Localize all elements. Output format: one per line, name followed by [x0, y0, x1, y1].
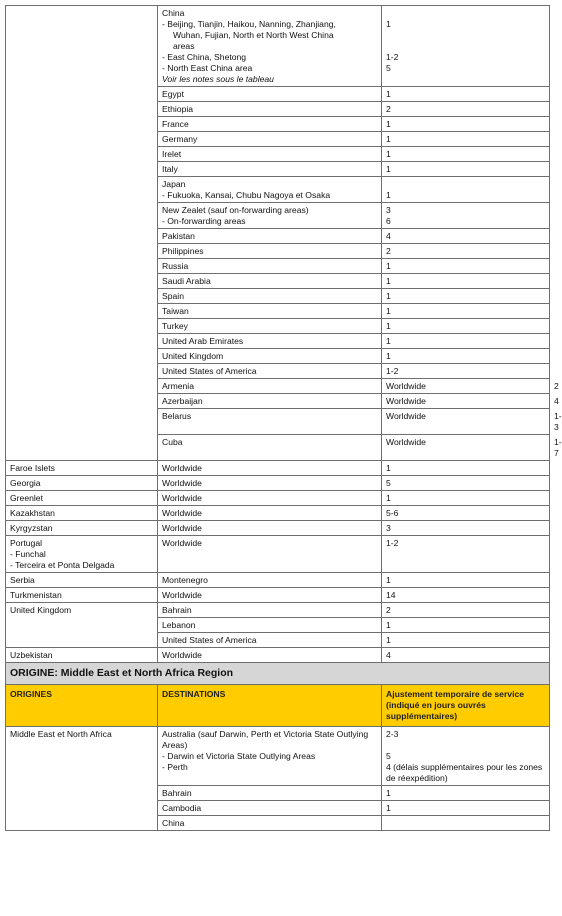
origin-cell: Faroe Islets	[6, 461, 158, 476]
column-header-origins: ORIGINES	[6, 685, 158, 727]
adjustment-value: 6	[386, 216, 391, 226]
column-header-adjustment: Ajustement temporaire de service (indiqué en jours ouvrés supplémentaires)	[382, 685, 550, 727]
adjustment-value: 5	[386, 751, 391, 761]
destination-cell: Germany	[158, 132, 382, 147]
destination-cell: China	[158, 816, 382, 831]
origin-cell: Serbia	[6, 573, 158, 588]
destination-cell: Worldwide	[158, 588, 382, 603]
destination-cell: Saudi Arabia	[158, 274, 382, 289]
destination-sub: - Fukuoka, Kansai, Chubu Nagoya et Osaka	[162, 190, 331, 200]
destination-cell: United Kingdom	[158, 349, 382, 364]
service-adjustment-table	[5, 5, 562, 831]
adjustment-cell: 1	[382, 304, 550, 319]
origin-cell: Belarus	[158, 409, 382, 435]
adjustment-cell: 1	[382, 573, 550, 588]
adjustment-cell: 1	[382, 147, 550, 162]
destination-cell: United States of America	[158, 364, 382, 379]
adjustment-cell: 14	[382, 588, 550, 603]
adjustment-cell: 1	[382, 633, 550, 648]
table-header-row	[6, 685, 550, 727]
adjustment-cell: 5	[382, 476, 550, 491]
destination-sub-cont: areas	[173, 41, 195, 51]
destination-cell: Ethiopia	[158, 102, 382, 117]
adjustment-cell: 2	[382, 102, 550, 117]
table-row	[6, 491, 550, 506]
table-row	[6, 476, 550, 491]
destination-cell: Philippines	[158, 244, 382, 259]
destination-sub: - North East China area	[162, 63, 253, 73]
destination-sub: - Darwin et Victoria State Outlying Areas	[162, 751, 316, 761]
origin-cell: United Kingdom	[6, 603, 158, 648]
adjustment-value: 1-2	[386, 52, 399, 62]
adjustment-cell: 1	[382, 319, 550, 334]
table-row: Cuba Worldwide 1-7	[6, 435, 550, 461]
destination-cell: Worldwide	[158, 521, 382, 536]
adjustment-cell: 2	[382, 244, 550, 259]
origin-portugal: Portugal	[10, 538, 43, 548]
adjustment-value: 1	[386, 19, 391, 29]
destination-sub-cont: Wuhan, Fujian, North et North West China	[173, 30, 334, 40]
origin-cell: Cuba	[158, 435, 382, 461]
adjustment-cell: 1	[382, 786, 550, 801]
destination-australia: Australia (sauf Darwin, Perth et Victoria State Outlying Areas)	[162, 729, 369, 750]
destination-cell: Worldwide	[382, 379, 550, 394]
origin-cell: Kazakhstan	[6, 506, 158, 521]
table-row	[6, 648, 550, 663]
destination-cell: Bahrain	[158, 786, 382, 801]
table-row: Armenia Worldwide 2	[6, 379, 550, 394]
destination-cell: Worldwide	[382, 394, 550, 409]
adjustment-cell: 1	[382, 334, 550, 349]
table-row	[6, 573, 550, 588]
destination-cell: Worldwide	[158, 491, 382, 506]
adjustment-cell: 1	[382, 289, 550, 304]
adjustment-cell: 1	[382, 491, 550, 506]
destination-cell: Worldwide	[158, 648, 382, 663]
adjustment-cell	[382, 816, 550, 831]
destination-cell: Cambodia	[158, 801, 382, 816]
destination-cell: Taiwan	[158, 304, 382, 319]
adjustment-cell: 1	[382, 259, 550, 274]
adjustment-cell: 1-2	[382, 364, 550, 379]
table-row: Belarus Worldwide 1-3	[6, 409, 550, 435]
destination-japan: Japan	[162, 179, 186, 189]
adjustment-value: 3	[386, 205, 391, 215]
table-row-australia	[6, 727, 550, 786]
table-row	[6, 461, 550, 476]
destination-cell: Russia	[158, 259, 382, 274]
table-row	[6, 588, 550, 603]
destination-cell	[158, 203, 382, 229]
destination-cell: United States of America	[158, 633, 382, 648]
destination-cell: Worldwide	[382, 409, 550, 435]
table-row-uk	[6, 603, 550, 618]
destination-sub: - On-forwarding areas	[162, 216, 246, 226]
adjustment-cell	[382, 203, 550, 229]
destination-cell: United Arab Emirates	[158, 334, 382, 349]
origin-cell: Uzbekistan	[6, 648, 158, 663]
destination-cell: France	[158, 117, 382, 132]
destination-sub: - Beijing, Tianjin, Haikou, Nanning, Zhanjiang,	[162, 19, 336, 29]
adjustment-cell: 3	[382, 521, 550, 536]
destination-new-zealand: New Zealet (sauf on-forwarding areas)	[162, 205, 309, 215]
adjustment-cell: 1	[382, 801, 550, 816]
destination-cell: Turkey	[158, 319, 382, 334]
destination-cell: Spain	[158, 289, 382, 304]
destination-cell: Irelet	[158, 147, 382, 162]
origin-cell: Kyrgyzstan	[6, 521, 158, 536]
table-row-portugal	[6, 536, 550, 573]
adjustment-cell: 1	[382, 349, 550, 364]
adjustment-value: 2-3	[386, 729, 399, 739]
table-row: Azerbaijan Worldwide 4	[6, 394, 550, 409]
destination-sub: - East China, Shetong	[162, 52, 247, 62]
origin-sub: - Funchal	[10, 549, 46, 559]
adjustment-value: 1	[386, 190, 391, 200]
origin-cell: Greenlet	[6, 491, 158, 506]
adjustment-cell: 1	[382, 274, 550, 289]
destination-cell: Worldwide	[158, 506, 382, 521]
adjustment-cell: 4	[382, 229, 550, 244]
origin-cell-continued	[6, 6, 158, 461]
adjustment-cell: 1	[382, 132, 550, 147]
adjustment-cell	[382, 6, 550, 87]
destination-cell	[158, 177, 382, 203]
origin-cell	[6, 536, 158, 573]
note-text: Voir les notes sous le tableau	[162, 74, 274, 84]
destination-cell: Worldwide	[158, 461, 382, 476]
destination-cell: Pakistan	[158, 229, 382, 244]
adjustment-cell	[382, 727, 550, 786]
table-row	[6, 521, 550, 536]
destination-cell: Lebanon	[158, 618, 382, 633]
adjustment-cell: 4	[382, 648, 550, 663]
destination-cell: Bahrain	[158, 603, 382, 618]
adjustment-cell: 1	[382, 461, 550, 476]
origin-cell: Armenia	[158, 379, 382, 394]
destination-china: China	[162, 8, 185, 18]
adjustment-cell: 1	[382, 618, 550, 633]
destination-cell: Italy	[158, 162, 382, 177]
destination-cell	[158, 727, 382, 786]
destination-cell: Montenegro	[158, 573, 382, 588]
adjustment-cell	[382, 177, 550, 203]
column-header-destinations: DESTINATIONS	[158, 685, 382, 727]
destination-sub: - Perth	[162, 762, 188, 772]
adjustment-cell: 1	[382, 162, 550, 177]
origin-cell: Azerbaijan	[158, 394, 382, 409]
adjustment-cell: 1	[382, 117, 550, 132]
adjustment-value: 5	[386, 63, 391, 73]
section-heading-row	[6, 663, 550, 685]
adjustment-value: 4 (délais supplémentaires pour les zones de réexpédition)	[386, 762, 543, 783]
adjustment-cell: 2	[382, 603, 550, 618]
origin-cell: Turkmenistan	[6, 588, 158, 603]
table-row-china	[6, 6, 550, 87]
adjustment-cell: 1-2	[382, 536, 550, 573]
origin-sub: - Terceira et Ponta Delgada	[10, 560, 115, 570]
origin-cell: Middle East et North Africa	[6, 727, 158, 831]
origin-cell: Georgia	[6, 476, 158, 491]
destination-cell: Worldwide	[382, 435, 550, 461]
destination-cell: Egypt	[158, 87, 382, 102]
destination-cell: Worldwide	[158, 476, 382, 491]
section-title: ORIGINE: Middle East et North Africa Region	[6, 663, 550, 685]
table-row	[6, 506, 550, 521]
destination-cell	[158, 6, 382, 87]
adjustment-cell: 1	[382, 87, 550, 102]
destination-cell: Worldwide	[158, 536, 382, 573]
adjustment-cell: 5-6	[382, 506, 550, 521]
